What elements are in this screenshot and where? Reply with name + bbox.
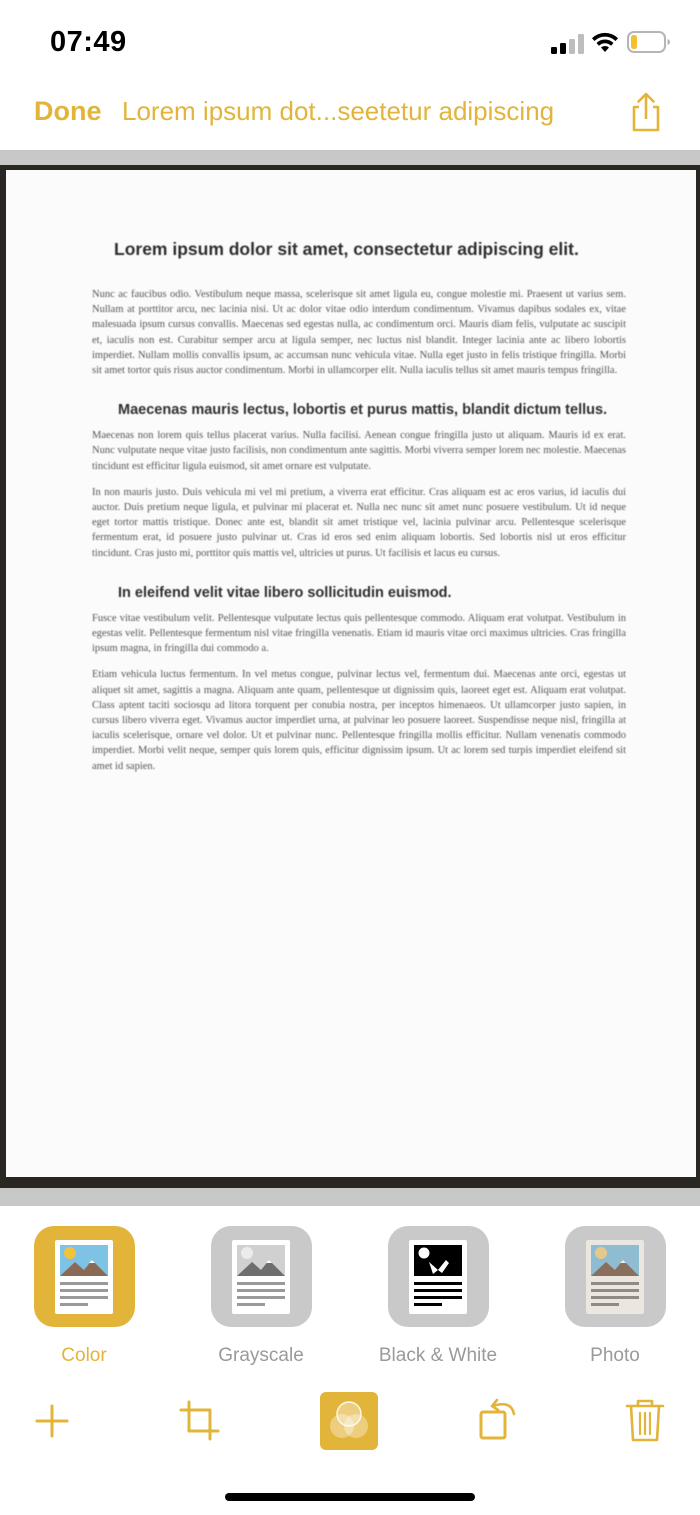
filter-grayscale[interactable] xyxy=(191,1226,331,1367)
filters-icon[interactable] xyxy=(319,1391,379,1451)
scan-heading: Lorem ipsum dolor sit amet, consectetur adipiscing elit. xyxy=(114,239,579,259)
status-bar xyxy=(0,0,700,80)
rotate-icon[interactable] xyxy=(466,1390,526,1450)
filter-color[interactable] xyxy=(14,1226,154,1367)
filter-row xyxy=(0,1206,700,1386)
scan-paragraph: Nunc ac faucibus odio. Vestibulum neque massa, scelerisque sit amet ligula eu, congue molestie mi. Praesent ut varius sem. Nullam at porttitor arcu, nec lacinia nisi. Ut ac dolor vitae odio interdum condimentum. Vivamus dapibus sodales ex, vitae malesuada ipsum cursus convallis. Maecenas sed egestas nulla, ac condimentum orci. Mauris diam felis, vulputate ac suscipit et, iaculis non est. Curabitur semper arcu at ligula semper, nec luctus nisl blandit. Integer lacinia ante ac libero lobortis imperdiet. Nullam mollis convallis ipsum, ac accumsan nunc vehicula vitae. Nulla eget justo in felis tristique fringilla. Morbi sit amet tortor quis risus auctor condimentum. Morbi in ullamcorper elit. Nulla iaculis tellus sit amet mauris tempus fringilla. xyxy=(92,289,626,377)
scan-paragraph: Maecenas non lorem quis tellus placerat varius. Nulla facilisi. Aenean congue fringilla justo ut aliquam. Mauris id ex erat. Nunc vulputate neque vitae justo facilisis, non condimentum ante sagittis. Morbi viverra semper lorem nec molestie. Maecenas tincidunt est efficitur ligula euismod, sit amet ornare est vulputate. xyxy=(92,430,626,472)
scan-paragraph: Etiam vehicula luctus fermentum. In vel metus congue, pulvinar lectus vel, fermentum dui. Maecenas ante orci, egestas ut aliquet sit amet, sagittis a magna. Aliquam ante quam, pellentesque ut dignissim quis, laoreet eget est. Aliquam erat volutpat. Class aptent taciti sociosqu ad litora torquent per conubia nostra, per inceptos himenaeos. Ut ullamcorper justo sapien, in cursus libero viverra eget. Vivamus auctor imperdiet urna, at pulvinar leo posuere laoreet. Suspendisse neque nisl, fringilla at iaculis scelerisque, ornare vel dolor. Ut et pulvinar nunc. Pellentesque fringilla mollis efficitur. Nullam venenatis commodo imperdiet. Morbi velit neque, semper quis lorem quis, efficitur dignissim ipsum. Ut ac lorem sed turpis imperdiet eleifend sit amet id sapien. xyxy=(92,669,626,772)
share-icon[interactable] xyxy=(626,92,666,132)
document-title[interactable]: Lorem ipsum dot...seetetur adipiscing xyxy=(122,96,555,126)
filter-label: Color xyxy=(61,1345,107,1366)
wifi-icon xyxy=(590,30,620,54)
photo-filter-icon xyxy=(565,1226,666,1327)
scan-subheading: Maecenas mauris lectus, lobortis et purus mattis, blandit dictum tellus. xyxy=(118,402,608,419)
crop-icon[interactable] xyxy=(170,1390,230,1450)
status-time: 07:49 xyxy=(50,26,127,58)
scanned-page xyxy=(6,170,696,1177)
filter-label: Black & White xyxy=(378,1345,498,1366)
scan-preview-area[interactable] xyxy=(0,150,700,1206)
nav-bar xyxy=(0,80,700,150)
grayscale-filter-icon xyxy=(211,1226,312,1327)
scanned-text xyxy=(92,238,626,785)
black-white-filter-icon xyxy=(388,1226,489,1327)
cellular-signal-icon xyxy=(551,34,585,54)
scan-subheading: In eleifend velit vitae libero sollicitudin euismod. xyxy=(118,584,452,601)
bottom-toolbar xyxy=(0,1386,700,1466)
scan-paragraph: Fusce vitae vestibulum velit. Pellentesque vulputate lectus quis pellentesque commodo. Aliquam erat volutpat. Vestibulum in egestas velit. Pellentesque fermentum nisl vitae fringilla venenatis. Etiam id mauris vitae orci maximus ultricies. Cras fringilla ipsum magna, in fringilla dui commodo a. xyxy=(92,612,626,655)
battery-low-icon xyxy=(627,31,671,53)
filter-label: Grayscale xyxy=(218,1345,304,1366)
home-indicator xyxy=(225,1493,475,1501)
filter-black-white[interactable] xyxy=(368,1226,508,1367)
trash-icon[interactable] xyxy=(615,1390,675,1450)
done-button[interactable]: Done xyxy=(34,96,102,126)
plus-icon[interactable] xyxy=(22,1390,82,1450)
scan-paragraph: In non mauris justo. Duis vehicula mi vel mi pretium, a viverra erat efficitur. Cras aliquam est ac eros varius, id iaculis dui auctor. Duis pretium neque ligula, et pulvinar mi placerat et. Nulla nec nunc sit amet nunc posuere vestibulum. Ut id neque eget tortor mattis tristique. Donec ante est, blandit sit amet tristique vel, lacinia pulvinar arcu. Pellentesque scelerisque fermentum erat, id posuere justo pulvinar ut. Cras id eros sed enim aliquam lobortis. Sed lobortis nisl ut eros efficitur tincidunt. Cras justo mi, porttitor quis mattis vel, ultricies ut purus. Ut facilisis et lacus eu cursus. xyxy=(92,486,626,559)
filter-label: Photo xyxy=(590,1345,640,1366)
filter-photo[interactable] xyxy=(545,1226,685,1367)
color-filter-icon xyxy=(34,1226,135,1327)
